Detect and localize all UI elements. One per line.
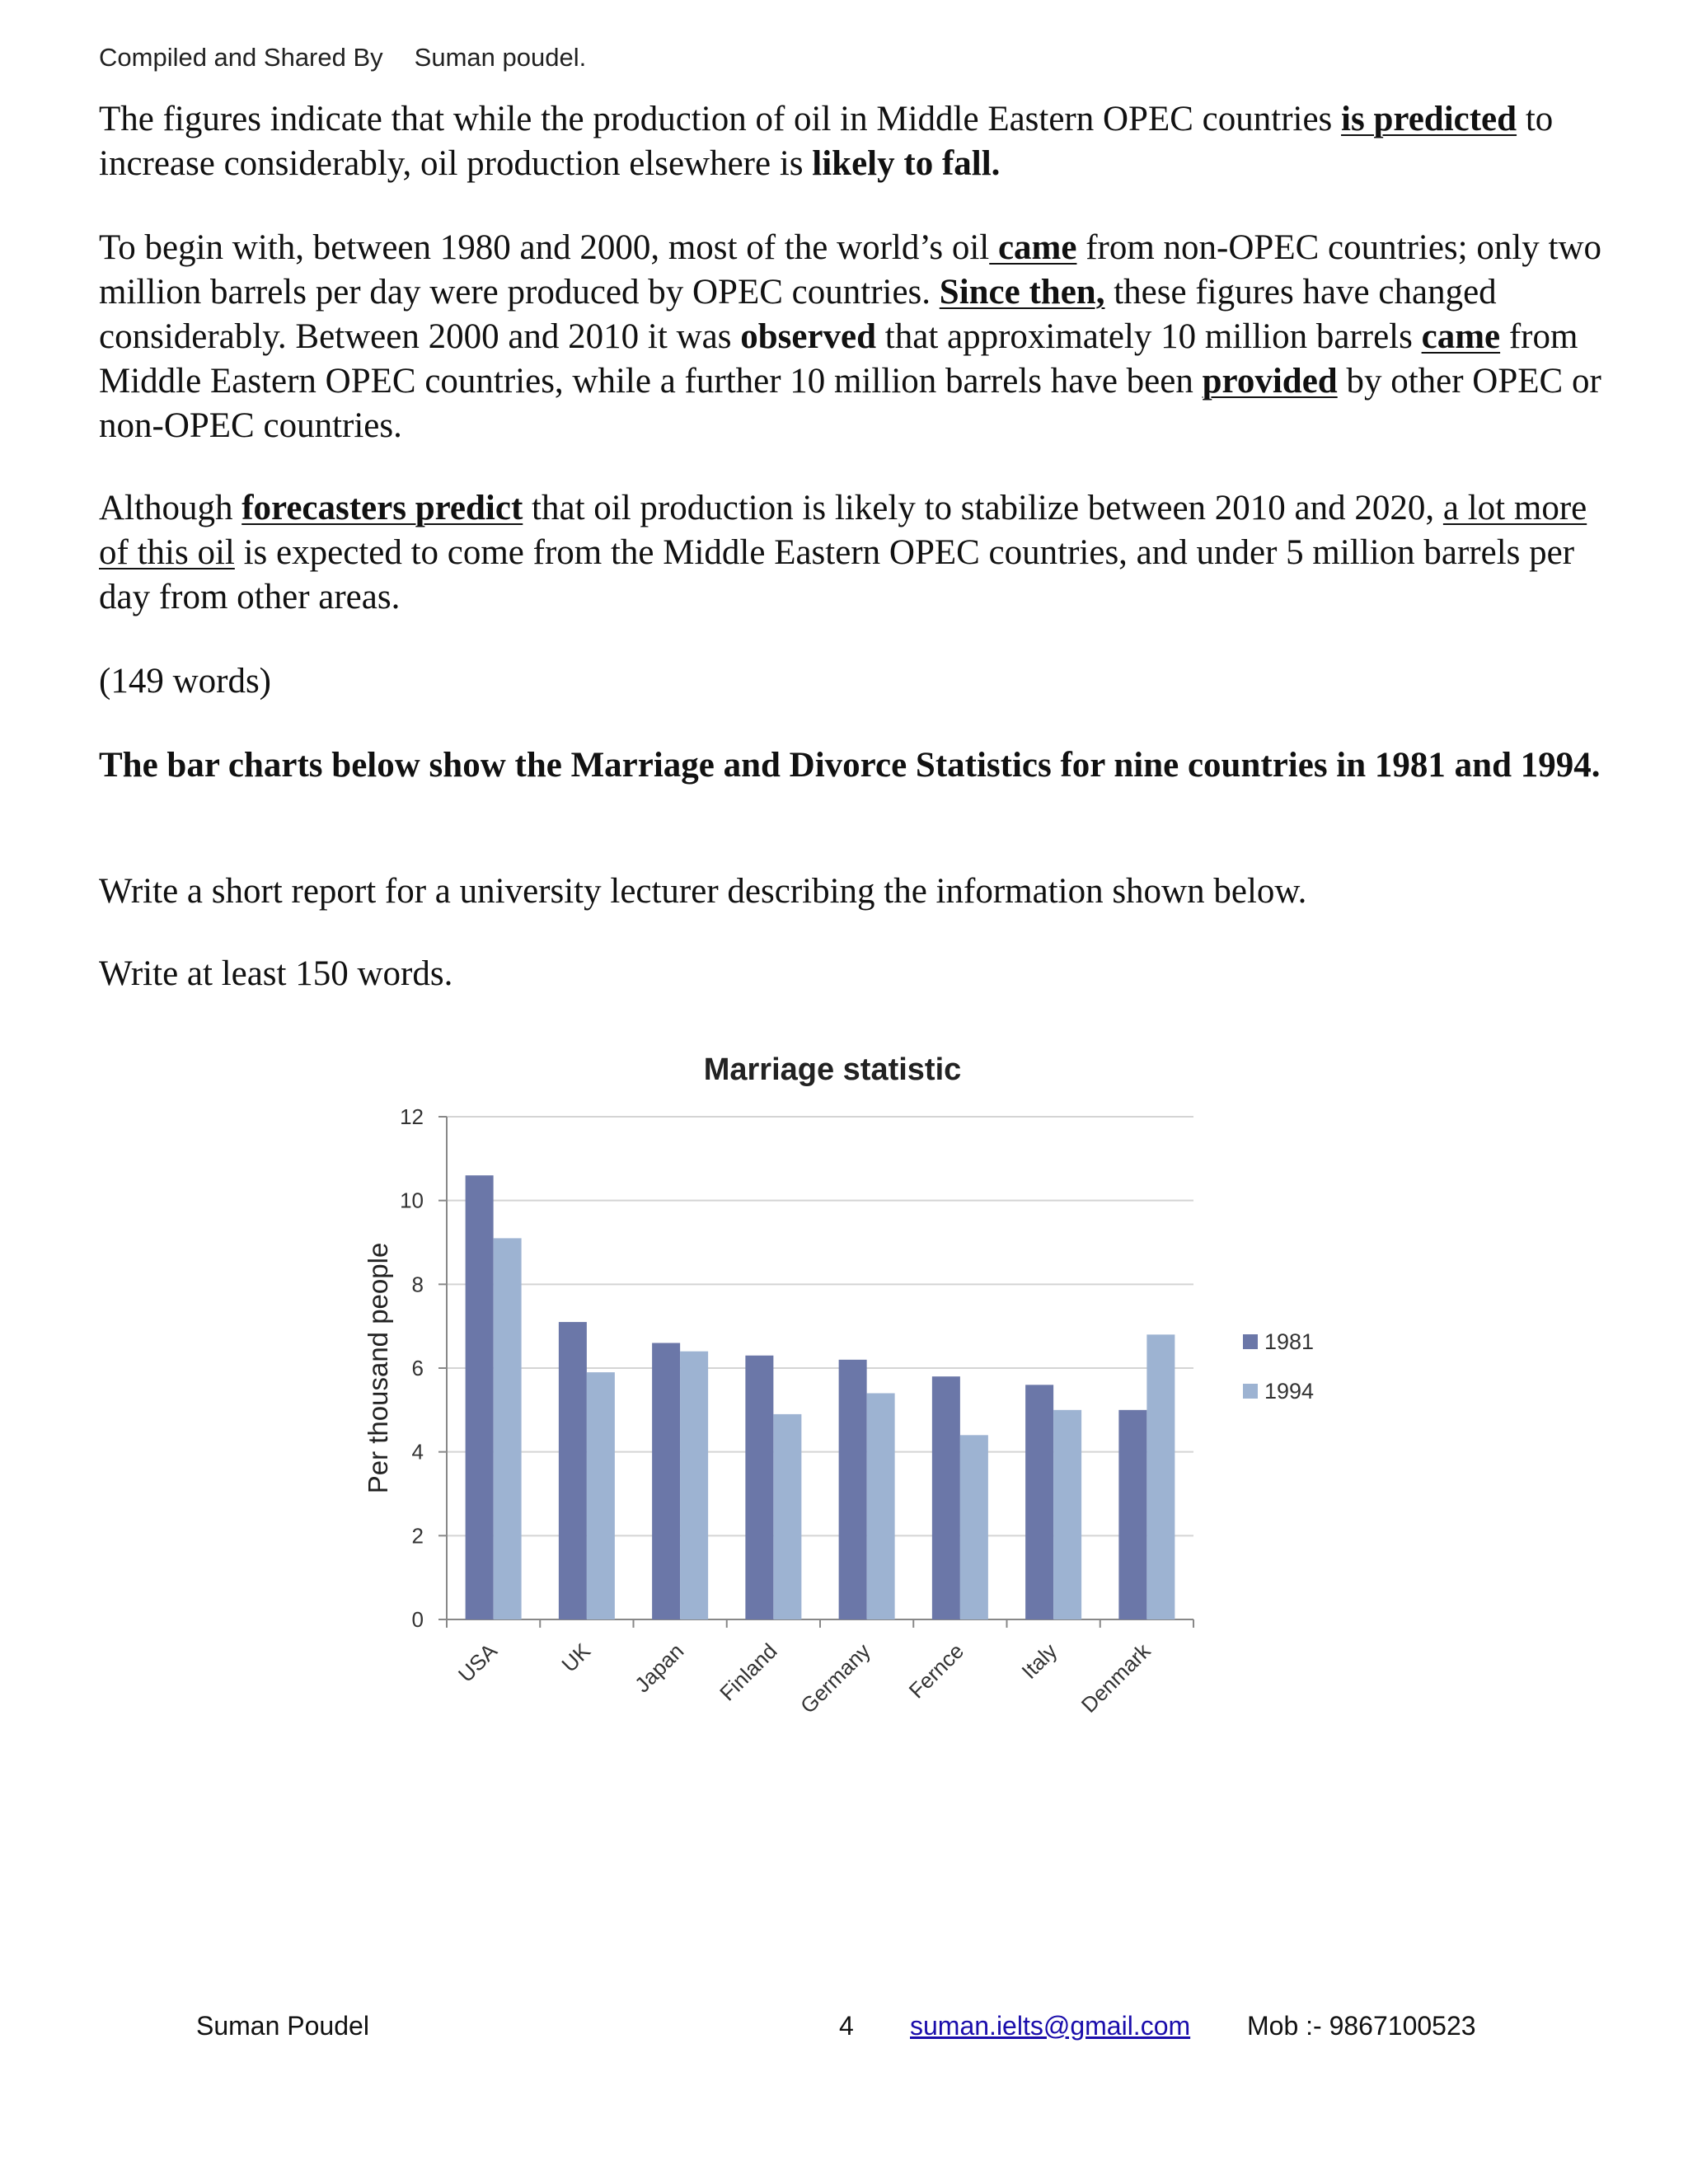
footer-mobile: Mob :- 9867100523 bbox=[1247, 2011, 1476, 2041]
paragraph-3 bbox=[99, 486, 1607, 620]
text-run: these figures have changed considerably. Between 2000 and 2010 it was bbox=[99, 273, 1497, 356]
text-run: that oil production is likely to stabilize between 2010 and 2020, bbox=[523, 489, 1443, 527]
author-name: Suman poudel. bbox=[414, 43, 587, 72]
emphasis-text: Since then, bbox=[939, 273, 1105, 312]
bar-1981-denmark bbox=[1118, 1410, 1146, 1619]
footer-page-number: 4 bbox=[839, 2011, 854, 2041]
legend-swatch-1981 bbox=[1243, 1334, 1258, 1349]
bar-1994-denmark bbox=[1146, 1334, 1175, 1619]
text-run: The figures indicate that while the production of oil in Middle Eastern OPEC countries bbox=[99, 100, 1342, 138]
y-tick-label: 12 bbox=[400, 1104, 424, 1129]
x-tick-label: Germany bbox=[795, 1638, 875, 1718]
bar-1981-italy bbox=[1025, 1385, 1053, 1619]
instruction-report: Write a short report for a university lecturer describing the information shown below. bbox=[99, 872, 1307, 911]
bar-1981-fernce bbox=[932, 1376, 960, 1619]
legend-label-1994: 1994 bbox=[1264, 1379, 1315, 1404]
bar-1994-finland bbox=[773, 1414, 801, 1619]
compiled-label: Compiled and Shared By bbox=[99, 43, 383, 72]
y-tick-label: 6 bbox=[411, 1356, 424, 1380]
x-tick-label: UK bbox=[556, 1638, 596, 1677]
emphasis-text: likely to fall. bbox=[812, 144, 1001, 183]
bar-1981-uk bbox=[559, 1322, 587, 1619]
text-run: Although bbox=[99, 489, 242, 527]
y-tick-label: 10 bbox=[400, 1188, 424, 1213]
emphasis-text: observed bbox=[740, 317, 877, 356]
bar-1994-japan bbox=[680, 1352, 708, 1619]
y-tick-label: 0 bbox=[411, 1607, 424, 1632]
emphasis-text: is predicted bbox=[1341, 100, 1517, 138]
emphasis-text: came bbox=[989, 228, 1077, 267]
paragraph-1 bbox=[99, 97, 1607, 186]
text-run: that approximately 10 million barrels bbox=[876, 317, 1422, 356]
text-run: from non-OPEC countries; only two million barrels per day were produced by OPEC countries. bbox=[99, 228, 1602, 312]
footer-name: Suman Poudel bbox=[196, 2011, 369, 2041]
bar-1981-finland bbox=[745, 1356, 773, 1619]
bar-1994-uk bbox=[587, 1372, 615, 1619]
marriage-bar-chart bbox=[346, 1034, 1368, 1760]
text-run: is expected to come from the Middle Eastern OPEC countries, and under 5 million barrels per day from other areas. bbox=[99, 533, 1575, 616]
emphasis-text: provided bbox=[1202, 362, 1338, 401]
task-title: The bar charts below show the Marriage and Divorce Statistics for nine countries in 1981 and 1994. bbox=[99, 746, 1601, 785]
page-header bbox=[99, 43, 586, 73]
bar-1994-germany bbox=[867, 1394, 895, 1620]
bar-1994-italy bbox=[1053, 1410, 1081, 1619]
legend-label-1981: 1981 bbox=[1264, 1329, 1315, 1354]
bar-1994-usa bbox=[494, 1238, 522, 1619]
instruction-word-limit: Write at least 150 words. bbox=[99, 954, 453, 993]
bar-1981-germany bbox=[839, 1360, 867, 1619]
chart-title: Marriage statistic bbox=[703, 1052, 962, 1087]
emphasis-text: forecasters predict bbox=[241, 489, 523, 527]
x-tick-label: Finland bbox=[715, 1638, 782, 1706]
bar-1981-usa bbox=[466, 1175, 494, 1619]
x-tick-label: Fernce bbox=[903, 1638, 969, 1704]
y-tick-label: 8 bbox=[411, 1272, 424, 1297]
text-run: To begin with, between 1980 and 2000, most of the world’s oil bbox=[99, 228, 990, 267]
y-tick-label: 4 bbox=[411, 1439, 424, 1465]
email-link[interactable]: suman.ielts@gmail.com bbox=[910, 2011, 1191, 2041]
y-tick-label: 2 bbox=[411, 1523, 424, 1549]
x-tick-label: USA bbox=[452, 1638, 502, 1688]
underlined-text: a lot more of this oil bbox=[99, 489, 1587, 572]
x-tick-label: Japan bbox=[630, 1638, 689, 1698]
paragraph-2 bbox=[99, 226, 1607, 448]
footer-email-link[interactable] bbox=[910, 2011, 1190, 2041]
bar-1981-japan bbox=[652, 1343, 680, 1620]
legend-swatch-1994 bbox=[1243, 1384, 1258, 1399]
x-tick-label: Denmark bbox=[1076, 1638, 1156, 1718]
x-tick-label: Italy bbox=[1016, 1638, 1062, 1684]
text-run: from Middle Eastern OPEC countries, while a further 10 million barrels have been bbox=[99, 317, 1578, 401]
word-count: (149 words) bbox=[99, 662, 271, 701]
text-run: by other OPEC or non-OPEC countries. bbox=[99, 362, 1601, 445]
y-axis-label: Per thousand people bbox=[363, 1242, 393, 1494]
emphasis-text: came bbox=[1421, 317, 1501, 356]
text-run: to increase considerably, oil production elsewhere is bbox=[99, 100, 1554, 183]
bar-1994-fernce bbox=[960, 1435, 988, 1619]
